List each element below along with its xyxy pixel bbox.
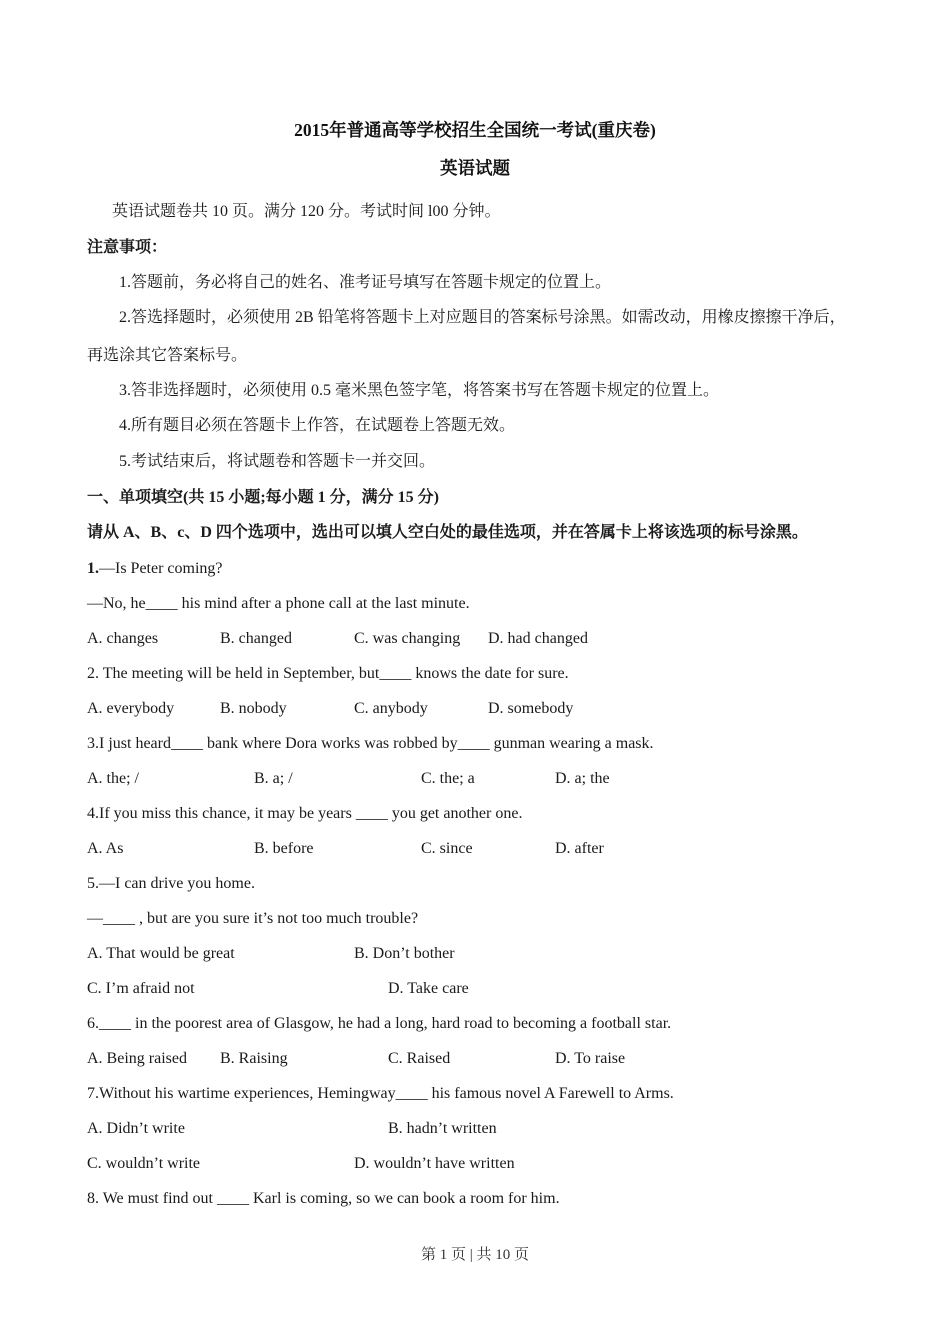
option-c: C. wouldn’t write	[87, 1155, 201, 1172]
option-a: A. That would be great	[87, 945, 235, 962]
option-a: A. Didn’t write	[87, 1120, 185, 1137]
question-text: —Is Peter coming?	[99, 560, 223, 577]
question-3-stem	[87, 734, 654, 754]
option-d: D. Take care	[388, 980, 469, 997]
question-text: —I can drive you home.	[99, 875, 255, 892]
option-d: D. after	[555, 840, 604, 857]
note-item-3: 3.答非选择题时，必须使用 0.5 毫米黑色签字笔，将答案书写在答题卡规定的位置上。	[119, 382, 720, 399]
question-4-stem	[87, 804, 522, 824]
question-number: 1.	[87, 560, 99, 577]
option-d: D. To raise	[555, 1050, 626, 1067]
question-number: 6.	[87, 1015, 99, 1032]
question-number: 3.	[87, 735, 99, 752]
question-number: 8.	[87, 1190, 99, 1207]
option-a: A. everybody	[87, 700, 175, 717]
question-8-stem	[87, 1189, 560, 1209]
question-text: Without his wartime experiences, Hemingway____ his famous novel A Farewell to Arms.	[99, 1085, 674, 1102]
exam-title: 2015年普通高等学校招生全国统一考试(重庆卷)	[294, 120, 656, 140]
note-item-5: 5.考试结束后，将试题卷和答题卡一并交回。	[119, 453, 436, 470]
option-b: B. nobody	[220, 700, 287, 717]
question-5-stem	[87, 874, 255, 894]
option-b: B. Raising	[220, 1050, 288, 1067]
option-b: B. a; /	[254, 770, 293, 787]
question-2-stem	[87, 664, 569, 684]
option-d: D. a; the	[555, 770, 610, 787]
question-text: If you miss this chance, it may be years ____ you get another one.	[99, 805, 523, 822]
question-number: 4.	[87, 805, 99, 822]
option-b: B. Don’t bother	[354, 945, 455, 962]
option-c: C. the; a	[421, 770, 475, 787]
option-b: B. changed	[220, 630, 292, 647]
question-5-stem-2: —____ , but are you sure it’s not too much trouble?	[87, 910, 419, 927]
question-text: The meeting will be held in September, but____ knows the date for sure.	[102, 665, 569, 682]
question-text: I just heard____ bank where Dora works was robbed by____ gunman wearing a mask.	[99, 735, 654, 752]
option-d: D. wouldn’t have written	[354, 1155, 515, 1172]
option-c: C. was changing	[354, 630, 461, 647]
question-number: 2.	[87, 665, 99, 682]
option-c: C. I’m afraid not	[87, 980, 195, 997]
option-a: A. As	[87, 840, 124, 857]
option-b: B. before	[254, 840, 314, 857]
page-footer: 第 1 页 | 共 10 页	[420, 1247, 529, 1263]
question-number: 5.	[87, 875, 99, 892]
option-a: A. Being raised	[87, 1050, 187, 1067]
note-item-4: 4.所有题目必须在答题卡上作答，在试题卷上答题无效。	[119, 417, 516, 434]
question-1-stem-2: —No, he____ his mind after a phone call at the last minute.	[87, 595, 470, 612]
option-c: C. Raised	[388, 1050, 451, 1067]
question-text: We must find out ____ Karl is coming, so we can book a room for him.	[99, 1190, 560, 1207]
option-d: D. had changed	[488, 630, 588, 647]
question-number: 7.	[87, 1085, 99, 1102]
option-a: A. changes	[87, 630, 159, 647]
question-6-stem	[87, 1014, 671, 1034]
exam-subtitle: 英语试题	[440, 158, 510, 178]
option-b: B. hadn’t written	[388, 1120, 497, 1137]
option-a: A. the; /	[87, 770, 139, 787]
question-7-stem	[87, 1084, 674, 1104]
note-item-2: 2.答选择题时，必须使用 2B 铅笔将答题卡上对应题目的答案标号涂黑。如需改动，用橡皮擦擦干净后，	[119, 309, 846, 326]
option-c: C. since	[421, 840, 473, 857]
option-d: D. somebody	[488, 700, 574, 717]
question-text: ____ in the poorest area of Glasgow, he had a long, hard road to becoming a football star.	[99, 1015, 672, 1032]
notes-heading: 注意事项：	[87, 239, 168, 256]
section-heading: 一、单项填空(共 15 小题;每小题 1 分，满分 15 分)	[87, 489, 439, 506]
intro-text: 英语试题卷共 10 页。满分 120 分。考试时间 l00 分钟。	[112, 203, 501, 220]
option-c: C. anybody	[354, 700, 428, 717]
question-1-stem	[87, 559, 223, 579]
section-instruction: 请从 A、B、c、D 四个选项中，选出可以填人空白处的最佳选项，并在答属卡上将该选项的标号涂黑。	[87, 524, 808, 541]
note-item-1: 1.答题前，务必将自己的姓名、准考证号填写在答题卡规定的位置上。	[119, 274, 612, 291]
note-item-2-cont: 再选涂其它答案标号。	[87, 347, 248, 364]
